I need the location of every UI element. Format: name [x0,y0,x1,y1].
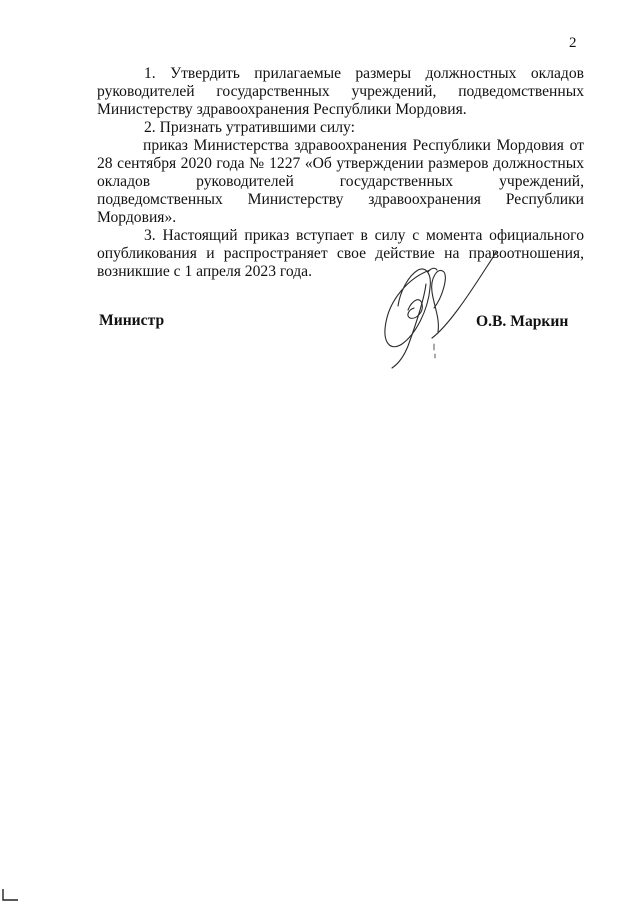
paragraph-item-2: 2. Признать утратившими силу: [144,119,355,136]
paragraph-item-3: 3. Настоящий приказ вступает в силу с момента официального опубликования и распространяет свое действие на правоотношения, возникшие с 1 апреля 2023 года. [97,227,584,280]
handwritten-signature [368,248,508,373]
document-body [97,65,584,281]
signatory-name: О.В. Маркин [476,313,569,330]
paragraph-item-2-subitem: приказ Министерства здравоохранения Республики Мордовия от 28 сентября 2020 года № 1227 «Об утверждении размеров должностных окладов руководителей государственных учреждений, подведомственных Министерству здравоохранения Республики Мордовия». [97,137,584,226]
scan-corner-mark [0,889,20,903]
signatory-title: Министр [99,312,165,329]
paragraph-item-1: 1. Утвердить прилагаемые размеры должностных окладов руководителей государственных учреждений, подведомственных Министерству здравоохранения Республики Мордовия. [97,65,584,118]
page-number: 2 [569,35,577,51]
